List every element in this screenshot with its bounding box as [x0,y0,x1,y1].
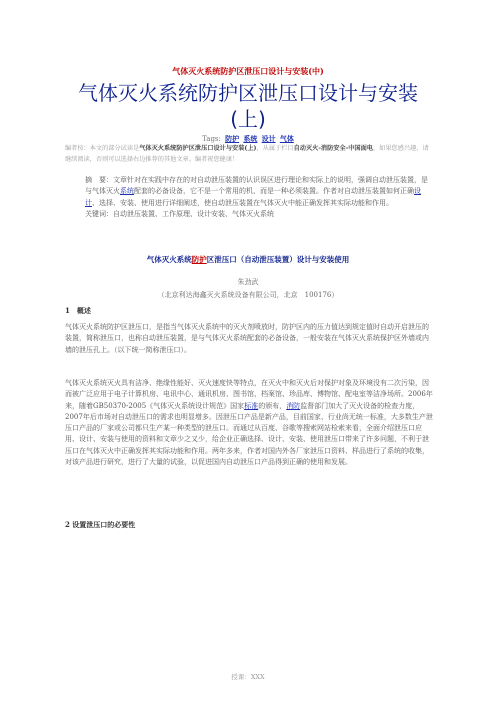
section-heading-1: 1 概述 [65,306,91,315]
page-footer: 授课：XXX [231,673,265,681]
link-protection[interactable]: 防护 [191,255,207,264]
author: 朱劲武 [237,278,259,286]
header-title: 气体灭火系统防护区泄压口设计与安装(中) [172,66,324,76]
link-system[interactable]: 系统 [120,187,134,196]
section-heading-2: 2 设置泄压口的必要性 [65,520,136,529]
link-design[interactable]: 设计 [85,187,421,207]
tag-link[interactable]: 气体 [279,134,294,143]
main-title-line1: 气体灭火系统防护区泄压口设计与安装 [78,81,418,105]
abstract-text: 摘 要：文章针对在实践中存在的对自动泄压装置的认识误区进行理论和实际上的说明，强调自动泄压装置，是与气体灭火系统配套的必备设备，它不是一个常用的机，而是一种必须装置。作者对自动泄压装置如何正确设计、选择、安装、使用进行详细阐述，使自动泄压装置在气体灭火中能正确发挥其实际功能和作用。 [85,176,428,207]
keywords: 关键词：自动泄压装置、工作原理、设计安装、气体灭火系统 [85,209,274,218]
abstract [65,175,433,220]
tag-link[interactable]: 系统 [243,134,258,143]
paragraph-1: 气体灭火系统防护区泄压口，是指当气体灭火系统中的灭火剂喷放时，防护区内的压力值达到规定值时自动开启泄压的装置，简称泄压口，也称自动泄压装置，是与气体灭火系统配套的必备设备，一般安装在气体灭火系统保护区外墙或内墙的泄压孔上。（以下统一简称泄压口）。 [65,323,429,354]
link-fire[interactable]: 消防 [286,401,301,410]
tags-label: Tags: [202,135,221,143]
editor-note: 编者按：本文的部分试读是气体灭火系统防护区泄压口设计与安装(上)，从属于栏目自动灭火-消防安全-中国面电，如果您感兴趣，请继续阅读，否则可以选择右边推荐的其他文章。编者祝您健康！ [65,145,429,163]
tag-link[interactable]: 设计 [261,134,276,143]
main-title-line2: (上) [230,107,266,131]
article-subtitle: 气体灭火系统防护区泄压口（自动泄压装置）设计与安装使用 [146,255,350,264]
tag-link[interactable]: 防护 [225,134,240,143]
link-standard[interactable]: 标准 [244,401,259,410]
paragraph-2: 气体灭火系统灭火具有洁净、绝缘性能好、灭火速度快等特点，在灭火中和灭火后对保护对象及环境没有二次污染，因而被广泛应用于电子计算机房、电讯中心、通讯机房、图书馆、档案馆、珍品库、博物馆、配电室等洁净场所。2006年来，随着GB50370-2005《气体灭火系统设计规范》国家标准的颁布，消防监督部门加大了灭火设备的检查力度，2007年后市场对自动泄压口的需求也明显增多。因泄压口产品是新产品，目前国家、行业尚无统一标准，大多数生产泄压口产品的厂家或公司都只生产某一种类型的泄压口。而通过从百度、谷歌等搜索网站检索来看，全面介绍泄压口应用、设计、安装与使用的资料和文章少之又少，给企业正确选择、设计、安装、使用泄压口带来了许多问题，不利于泄压口在气体灭火中正确发挥其实际功能和作用。两年多来，作者对国内外各厂家泄压口资料、样品进行了系统的收集，对该产品进行研究，进行了大量的试验，以促进国内自动泄压口产品得到正确的使用和发展。 [65,379,433,467]
affiliation: （北京利达海鑫灭火系统设备有限公司，北京 100176） [157,291,339,299]
main-title [30,80,466,132]
